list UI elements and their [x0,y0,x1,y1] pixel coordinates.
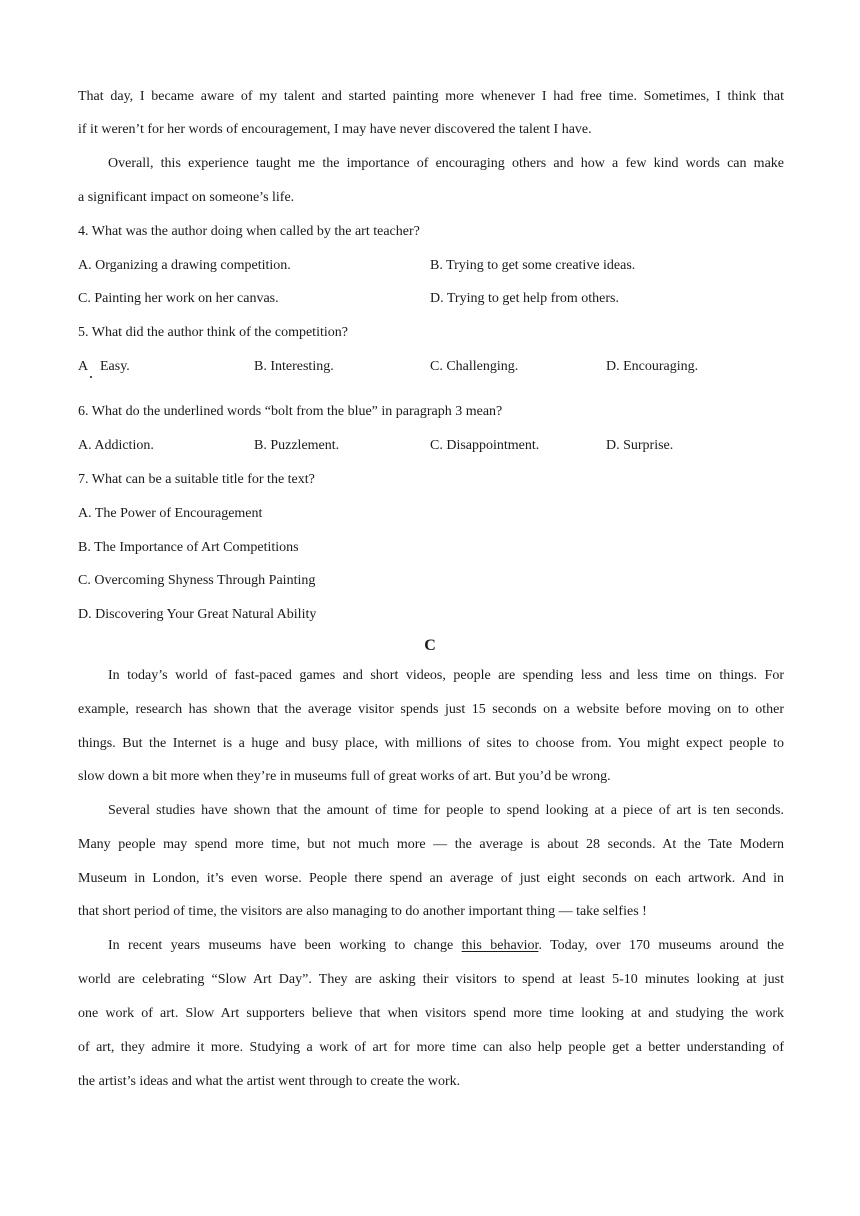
option-c: C. Overcoming Shyness Through Painting [78,573,316,588]
question-stem: 6. What do the underlined words “bolt from the blue” in paragraph 3 mean? [78,404,503,419]
paragraph-line: That day, I became aware of my talent and started painting more whenever I had free time. Sometimes, I think that [78,89,784,104]
option-d: D. Discovering Your Great Natural Ability [78,607,317,622]
paragraph-line: that short period of time, the visitors are also managing to do another important thing — take selfies ! [78,904,647,919]
paragraph-line: Overall, this experience taught me the importance of encouraging others and how a few kind words can make [108,156,784,171]
option-d: D. Encouraging. [606,359,699,374]
text-run: . Today, over 170 museums around the [538,938,785,953]
paragraph-line: Museum in London, it’s even worse. People there spend an average of just eight seconds on each artwork. And in [78,871,784,886]
text-run: In recent years museums have been working to change [108,938,454,953]
option-b: B. The Importance of Art Competitions [78,540,299,555]
paragraph-line: Many people may spend more time, but not much more — the average is about 28 seconds. At the Tate Modern [78,837,784,852]
paragraph-line: things. But the Internet is a huge and busy place, with millions of sites to choose from. You might expect people to [78,736,784,751]
paragraph-line: world are celebrating “Slow Art Day”. They are asking their visitors to spend at least 5-10 minutes looking at just [78,972,784,987]
option-a-letter: A [78,359,89,374]
stray-dot-mark [90,376,92,378]
paragraph-line: a significant impact on someone’s life. [78,190,295,205]
option-b: B. Puzzlement. [254,438,340,453]
paragraph-line: In today’s world of fast-paced games and short videos, people are spending less and less time on things. For [108,668,784,683]
paragraph-line: example, research has shown that the average visitor spends just 15 seconds on a website before moving on to other [78,702,784,717]
paragraph-line: if it weren’t for her words of encouragement, I may have never discovered the talent I have. [78,122,592,137]
question-stem: 5. What did the author think of the competition? [78,325,348,340]
option-c: C. Disappointment. [430,438,540,453]
option-a: A. Organizing a drawing competition. [78,258,291,273]
paragraph-line: one work of art. Slow Art supporters believe that when visitors spend more time looking at and studying the work [78,1006,784,1021]
option-b: B. Interesting. [254,359,334,374]
paragraph-line: the artist’s ideas and what the artist went through to create the work. [78,1074,461,1089]
paragraph-line: Several studies have shown that the amount of time for people to spend looking at a piece of art is ten seconds. [108,803,784,818]
underlined-phrase: this behavior [461,938,539,953]
question-stem: 4. What was the author doing when called by the art teacher? [78,224,420,239]
option-d: D. Surprise. [606,438,674,453]
option-a: A. Addiction. [78,438,154,453]
question-stem: 7. What can be a suitable title for the text? [78,472,315,487]
option-a: A. The Power of Encouragement [78,506,263,521]
option-a-text: Easy. [100,359,130,374]
option-d: D. Trying to get help from others. [430,291,619,306]
paragraph-line: slow down a bit more when they’re in museums full of great works of art. But you’d be wrong. [78,769,611,784]
paragraph-line: of art, they admire it more. Studying a work of art for more time can also help people get a better understanding of [78,1040,784,1055]
option-b: B. Trying to get some creative ideas. [430,258,636,273]
option-c: C. Challenging. [430,359,519,374]
paragraph-line [108,936,784,956]
section-heading: C [424,637,436,654]
option-c: C. Painting her work on her canvas. [78,291,279,306]
